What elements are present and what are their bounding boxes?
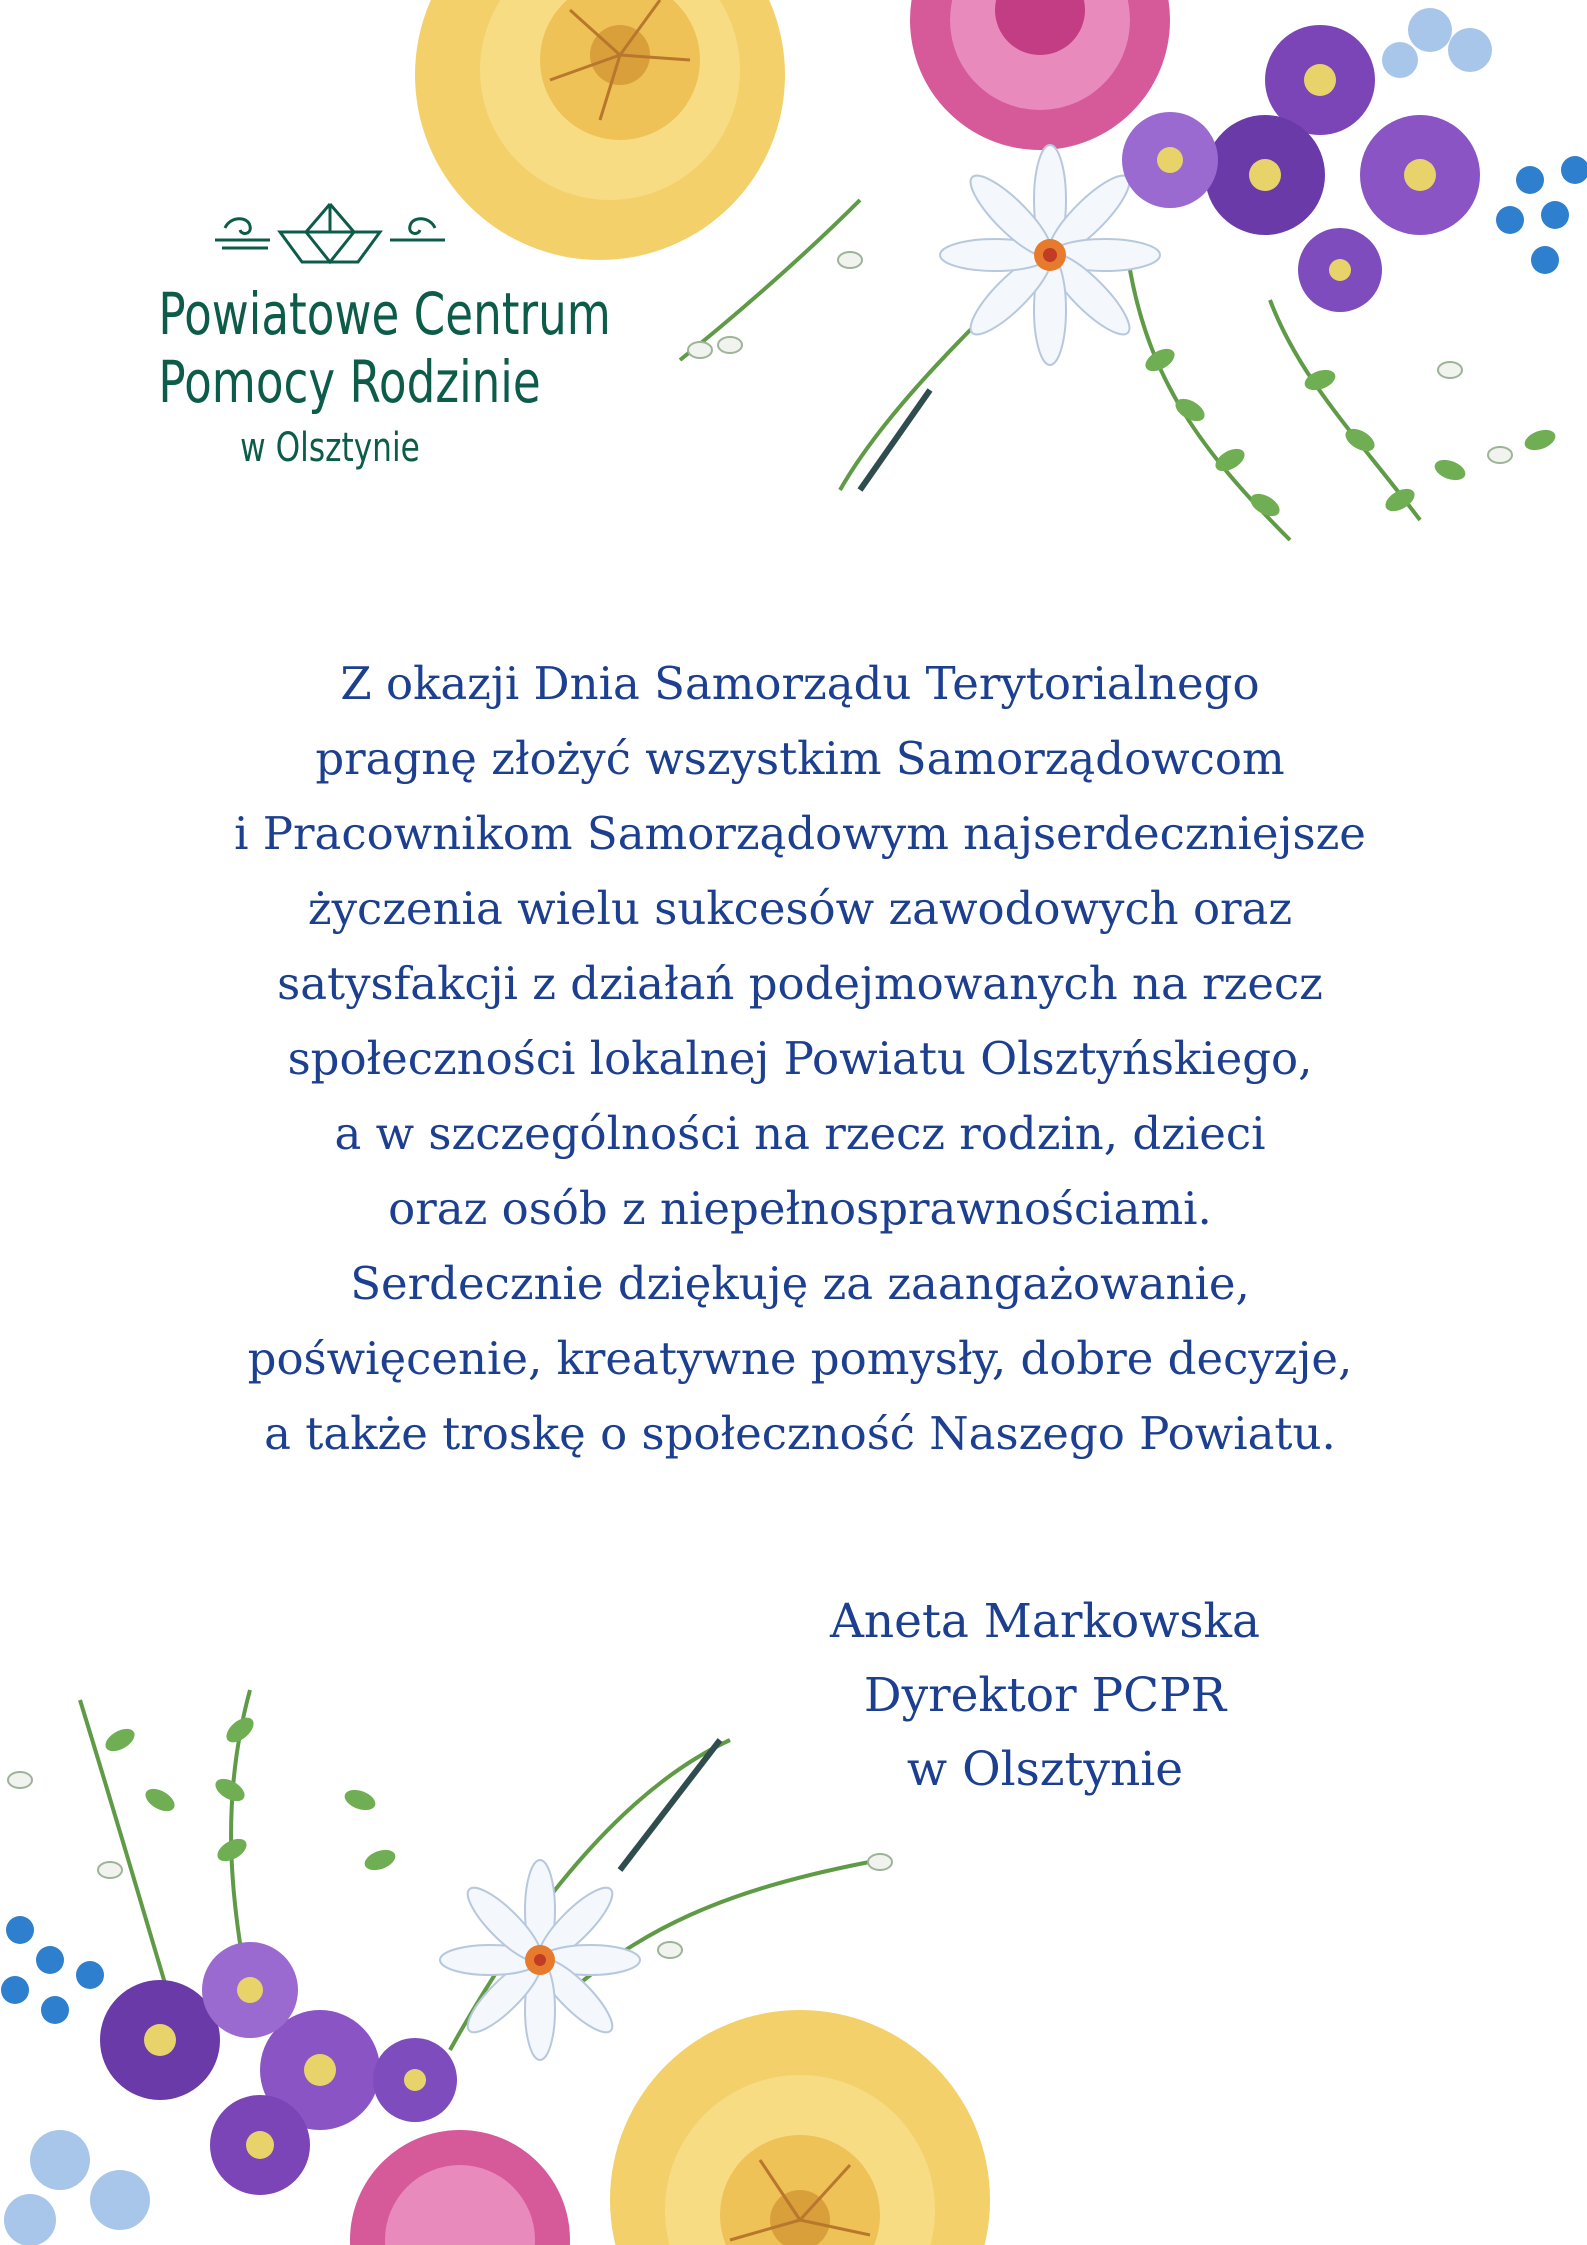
message-line: życzenia wielu sukcesów zawodowych oraz bbox=[307, 882, 1293, 935]
signature-title: Dyrektor PCPR bbox=[863, 1668, 1227, 1723]
logo-line-1: Powiatowe Centrum bbox=[158, 280, 611, 348]
signature-block bbox=[745, 1585, 1345, 1807]
paper-boat-icon bbox=[210, 200, 450, 270]
message-line: a w szczególności na rzecz rodzin, dzieci bbox=[334, 1107, 1266, 1160]
greeting-message bbox=[100, 646, 1500, 1471]
message-line: Serdecznie dziękuję za zaangażowanie, bbox=[350, 1257, 1250, 1310]
message-line: oraz osób z niepełnosprawnościami. bbox=[388, 1182, 1212, 1235]
message-line: Z okazji Dnia Samorządu Terytorialnego bbox=[340, 657, 1260, 710]
logo-line-3: w Olsztynie bbox=[240, 424, 420, 471]
message-line: a także troskę o społeczność Naszego Powiatu. bbox=[264, 1407, 1336, 1460]
signature-name: Aneta Markowska bbox=[829, 1594, 1261, 1649]
organization-logo bbox=[110, 200, 611, 472]
signature-place: w Olsztynie bbox=[906, 1742, 1184, 1797]
message-line: pragnę złożyć wszystkim Samorządowcom bbox=[315, 732, 1285, 785]
message-line: społeczności lokalnej Powiatu Olsztyńskiego, bbox=[287, 1032, 1313, 1085]
message-line: satysfakcji z działań podejmowanych na rzecz bbox=[277, 957, 1323, 1010]
logo-line-2: Pomocy Rodzinie bbox=[158, 348, 541, 417]
message-line: i Pracownikom Samorządowym najserdeczniejsze bbox=[234, 807, 1366, 860]
message-line: poświęcenie, kreatywne pomysły, dobre decyzje, bbox=[247, 1332, 1353, 1385]
